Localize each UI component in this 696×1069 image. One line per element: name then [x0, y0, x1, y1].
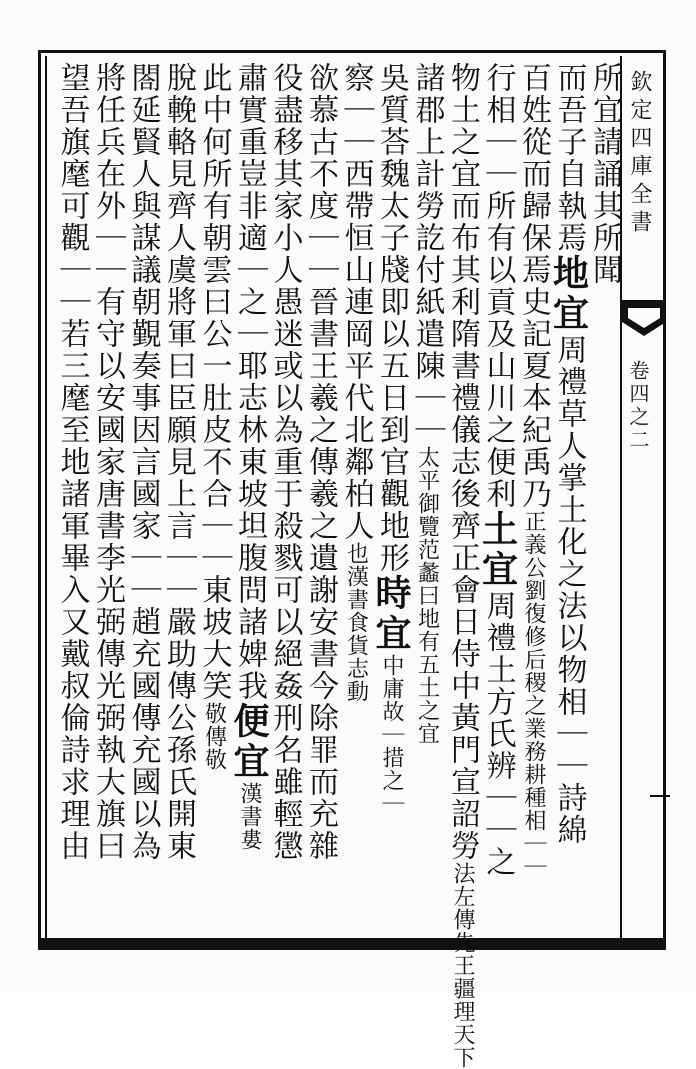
body-text: 吳質荅魏太子牋即以五日到官觀地形 [374, 62, 409, 574]
annotation-text: 漢書婁 [237, 782, 262, 851]
bottom-border [38, 938, 666, 950]
body-text: 察｜｜西帶恒山連岡平代北鄰柏人 [338, 62, 374, 542]
annotation-text: 太平御覽范蠡曰地有五土之宜 [414, 446, 440, 745]
body-text: 此中何所有朝雲曰公一肚皮不合｜｜東坡大笑 [196, 62, 232, 702]
body-text: 脫輓輅見齊人虞將軍曰臣願見上言｜｜嚴助傳公孫氏開東 [161, 62, 196, 862]
text-column [162, 62, 194, 932]
text-column [91, 62, 123, 932]
entry-heading: 土宜 [476, 510, 519, 590]
annotation-text: 法左傳先王疆理天下 [450, 862, 475, 1069]
body-text: 而吾子自執焉 [551, 62, 587, 254]
body-text: 將任兵在外｜｜有守以安國家唐書李光弼傳光弼執大旗曰 [90, 62, 125, 862]
body-text: 物土之宜而布其利隋書禮儀志後齊正會日侍中黃門宣詔勞 [445, 62, 480, 862]
margin-tick [650, 795, 670, 797]
volume-label: 卷四之二 [626, 360, 650, 452]
body-text: 百姓從而歸保焉史記夏本紀禹乃 [516, 62, 551, 510]
entry-heading: 便宜 [228, 702, 270, 782]
text-column [228, 62, 270, 932]
body-text: 周禮土方氏辨｜｜之 [480, 590, 516, 878]
text-column [56, 62, 88, 932]
text-column [476, 62, 519, 932]
entry-heading: 時宜 [370, 574, 412, 654]
entry-heading: 地宜 [547, 254, 590, 334]
body-text: 諸郡上計勞訖付紙遣陳｜｜ [409, 62, 445, 446]
annotation-text: 也漢書食貨志動 [343, 542, 369, 703]
text-column [411, 62, 443, 932]
text-column [269, 62, 301, 932]
body-text: 欲慕古不度｜｜晉書王羲之傳羲之遺謝安書今除罪而充雜 [303, 62, 338, 862]
body-text: 所宜請誦其所聞 [587, 62, 622, 286]
text-column [304, 62, 336, 932]
annotation-text: 敬傳敬 [201, 702, 227, 771]
text-column [588, 62, 620, 932]
text-column [445, 62, 480, 1069]
body-text: 役盡移其家小人愚迷或以為重于殺戮可以絕姦刑名雖輕懲 [267, 62, 303, 862]
text-column [517, 62, 549, 932]
series-title: 欽定四庫全書 [627, 70, 652, 238]
body-text: 望吾旗麾可觀｜｜若三麾至地諸軍畢入又戴叔倫詩求理由 [54, 62, 90, 862]
body-text: 周禮草人掌土化之法以物相｜｜詩綿 [551, 334, 587, 846]
annotation-text: 正義公劉復修后稷之業務耕種相｜｜ [521, 510, 546, 878]
text-column [547, 62, 590, 932]
body-text: 行相｜｜所有以貢及山川之便利 [480, 62, 516, 510]
text-column [340, 62, 372, 932]
text-column [198, 62, 230, 932]
body-text: 肅實重豈非適｜之｜耶志林東坡坦腹問諸婢我 [232, 62, 267, 702]
text-column [127, 62, 159, 932]
annotation-text: 中庸故｜措之｜ [379, 654, 404, 815]
text-column [370, 62, 412, 932]
inner-border-line [45, 56, 47, 938]
body-text: 閤延賢人與謀議朝覲奏事因言國家｜｜趙充國傳充國以為 [125, 62, 161, 862]
fishtail-ornament-icon [622, 300, 666, 340]
